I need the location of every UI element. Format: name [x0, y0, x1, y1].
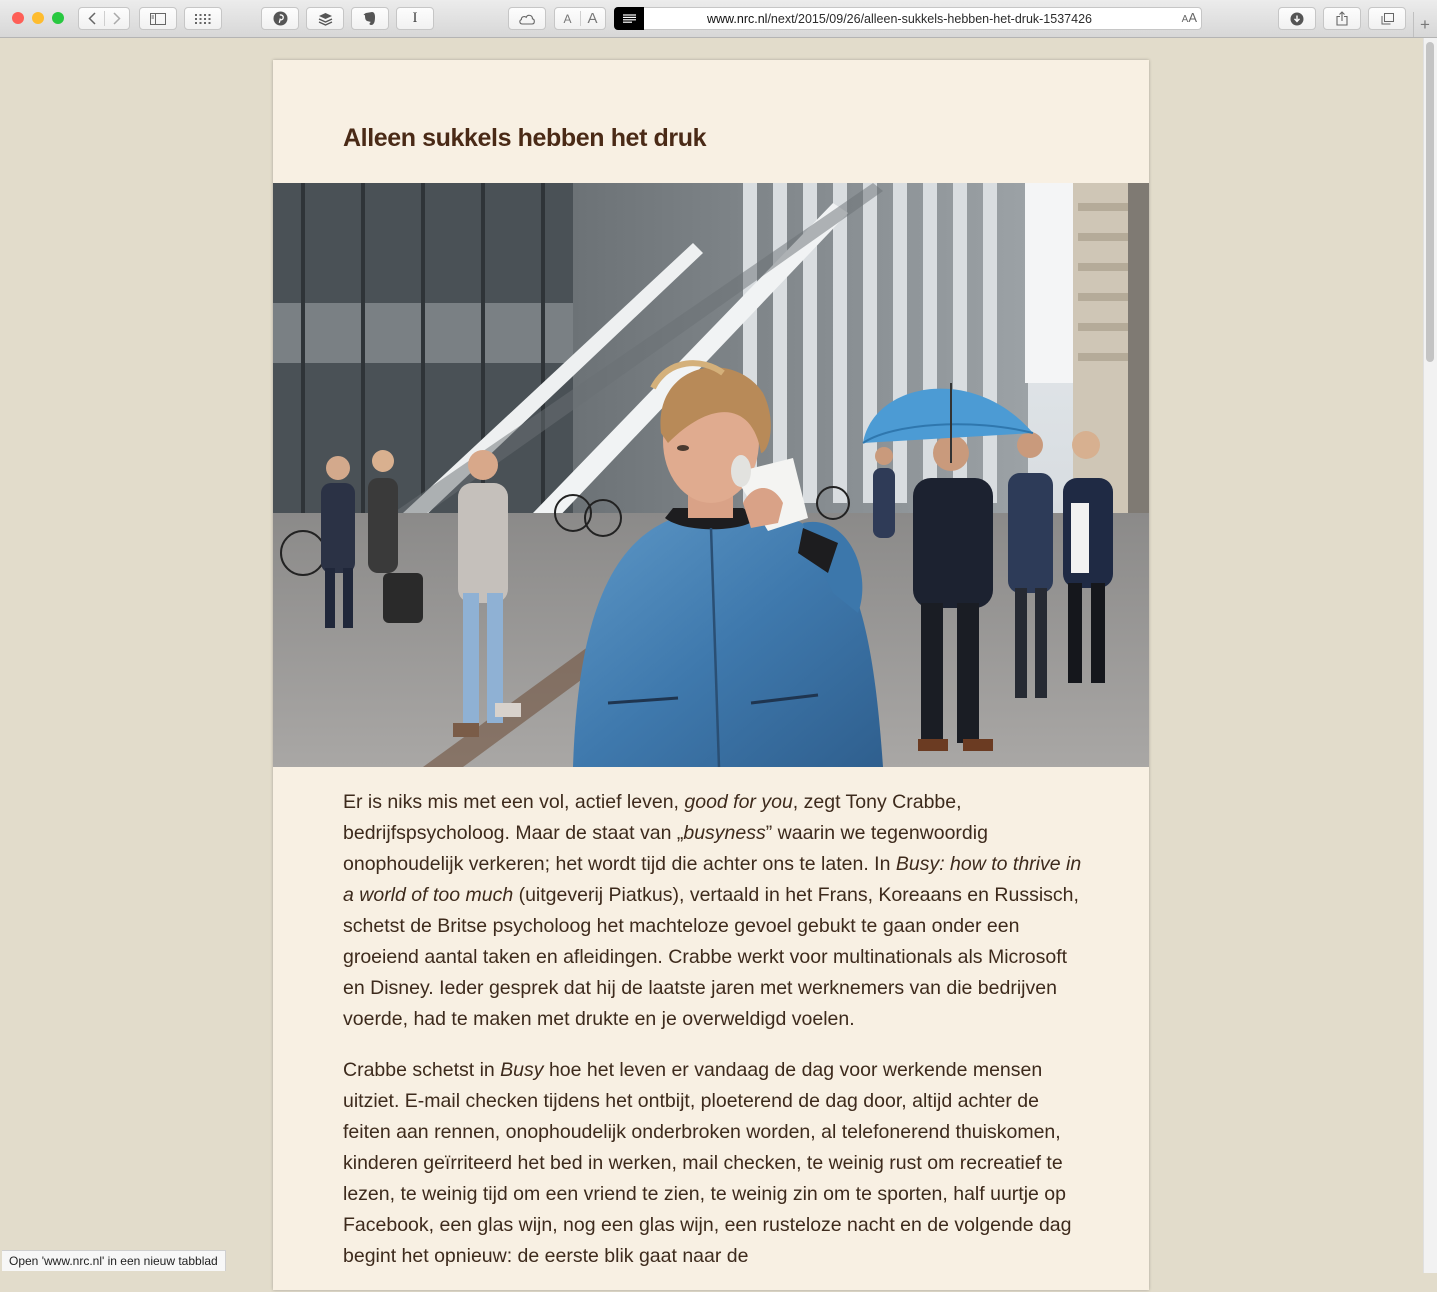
status-bar: Open 'www.nrc.nl' in een nieuw tabblad: [2, 1250, 226, 1271]
article-body: [343, 787, 1083, 1292]
icloud-tabs-button[interactable]: [508, 7, 546, 30]
reader-button[interactable]: [614, 7, 644, 30]
evernote-icon: [363, 11, 377, 26]
sidebar-icon: [150, 13, 166, 25]
tab-overview-button[interactable]: [1368, 7, 1406, 30]
emphasis-text: Busy: [500, 1059, 544, 1081]
paragraph-text: ” waarin we tegenwoordig onophoudelijk verkeren; het wordt tijd die achter ons te laten. In: [343, 822, 988, 875]
downloads-button[interactable]: [1278, 7, 1316, 30]
paragraph-text: (uitgeverij Piatkus), vertaald in het Frans, Koreaans en Russisch, schetst de Britse psycholoog het machteloze gevoel gebukt te gaan onder een groeiend aantal taken en afleidingen. Crabbe werkt voor multinationals als Microsoft en Disney. Ieder gesprek dat hij de laatste jaren met werknemers van die bedrijven voerde, had te maken met drukte en je overweldigd voelen.: [343, 884, 1079, 1030]
zoom-window-button[interactable]: [52, 12, 64, 24]
reader-text-size-button[interactable]: [1182, 10, 1197, 25]
emphasis-text: Busy: how to thrive in a world of too much: [343, 853, 1082, 906]
article-title: Alleen sukkels hebben het druk: [343, 124, 707, 152]
sidebar-button[interactable]: [139, 7, 177, 30]
evernote-button[interactable]: [351, 7, 389, 30]
icloud-tabs-icon: [518, 13, 536, 25]
forward-button[interactable]: [104, 12, 129, 25]
smaller-text-button[interactable]: A: [563, 11, 572, 26]
url-path: /next/2015/09/26/alleen-sukkels-hebben-het-druk-1537426: [767, 12, 1092, 26]
photo-woman-drinking-coffee-icon: [273, 183, 1149, 767]
reader-text-large-label: A: [1188, 10, 1197, 25]
address-bar[interactable]: [614, 7, 1202, 30]
back-icon: [88, 12, 96, 25]
emphasis-text: good for you: [684, 791, 793, 813]
share-icon: [1336, 11, 1348, 26]
reader-font-size-group: [554, 7, 606, 30]
new-tab-button[interactable]: [1413, 12, 1436, 37]
url-host: www.nrc.nl: [707, 12, 768, 26]
tabs-overview-icon: [1381, 13, 1394, 25]
close-window-button[interactable]: [12, 12, 24, 24]
reader-text-small-label: A: [1181, 14, 1189, 25]
pinterest-icon: [273, 11, 288, 26]
pinterest-button[interactable]: [261, 7, 299, 30]
new-tab-icon: +: [1420, 14, 1430, 34]
back-forward-group: [78, 7, 130, 30]
minimize-window-button[interactable]: [32, 12, 44, 24]
paragraph-text: , zegt Tony Crabbe, bedrijfspsycholoog. Maar de staat van „: [343, 791, 962, 844]
forward-icon: [113, 12, 121, 25]
larger-text-button[interactable]: A: [587, 10, 598, 27]
hero-image: [273, 183, 1149, 767]
paragraph-text: Crabbe schetst in: [343, 1059, 501, 1081]
buffer-icon: [318, 12, 333, 26]
top-sites-button[interactable]: [184, 7, 222, 30]
share-button[interactable]: [1323, 7, 1361, 30]
article-paragraph: [343, 787, 1083, 1035]
top-sites-icon: [195, 14, 211, 24]
download-icon: [1290, 12, 1304, 26]
instapaper-icon: I: [412, 10, 418, 26]
reader-icon: [623, 14, 636, 23]
instapaper-button[interactable]: [396, 7, 434, 30]
reader-article: [273, 60, 1149, 1290]
back-button[interactable]: [79, 12, 104, 25]
url-text: [707, 12, 1092, 26]
article-paragraph: [343, 1055, 1083, 1272]
paragraph-text: Er is niks mis met een vol, actief leven,: [343, 791, 685, 813]
emphasis-text: busyness: [683, 822, 766, 844]
buffer-button[interactable]: [306, 7, 344, 30]
scrollbar-thumb[interactable]: [1426, 42, 1434, 362]
browser-toolbar: [0, 0, 1437, 38]
paragraph-text: hoe het leven er vandaag de dag voor werkende mensen uitziet. E-mail checken tijdens het ontbijt, ploeterend de dag door, altijd achter de feiten aan rennen, onophoudelijk onderbroken worden, al telefonerend thuiskomen, kinderen geïrriteerd het bed in werken, mail checken, te weinig rust om recreatief te lezen, te weinig tijd om een vriend te zien, te weinig zin om te sporten, half uurtje op Facebook, een glas wijn, nog een glas wijn, een rusteloze nacht en de volgende dag begint het opnieuw: de eerste blik gaat naar de: [343, 1059, 1072, 1267]
